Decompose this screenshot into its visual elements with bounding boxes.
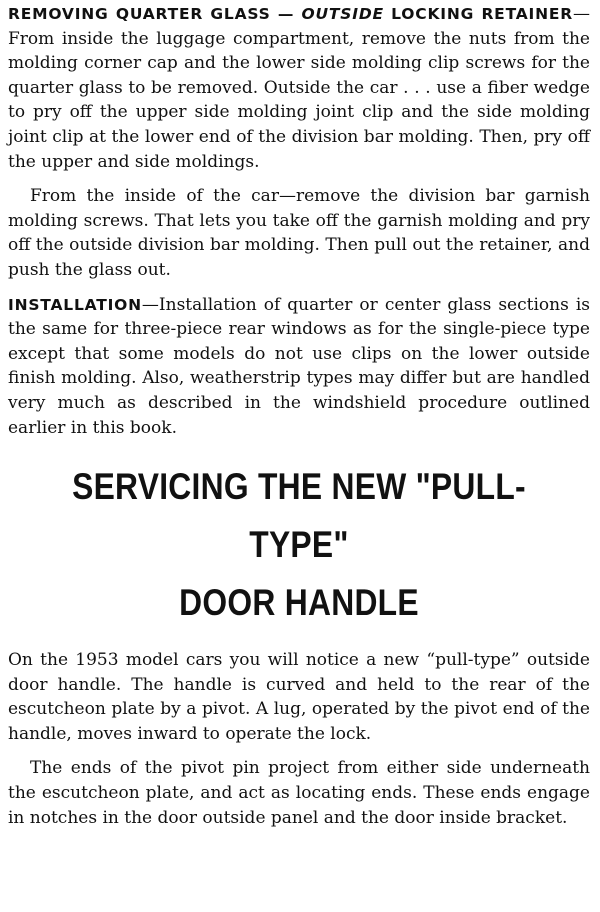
- paragraph-removing-quarter-glass: [8, 2, 590, 174]
- subheading-removing-quarter-glass: REMOVING QUARTER GLASS — OUTSIDE LOCKING RETAINER: [8, 5, 573, 23]
- paragraph-body: —From inside the luggage compartment, remove the nuts from the molding corner cap and the lower side molding clip screws for the quarter glass to be removed. Outside the car . . . use a fiber wedge to pry off the upper side molding joint clip and the side molding joint clip at the lower end of the division bar molding. Then, pry off the upper and side moldings.: [8, 4, 590, 172]
- section-heading: [49, 458, 550, 632]
- heading-line-1: SERVICING THE NEW "PULL-TYPE": [72, 466, 526, 566]
- heading-line-2: DOOR HANDLE: [179, 582, 419, 624]
- paragraph-1953-models: On the 1953 model cars you will notice a new “pull-type” outside door handle. The handle is curved and held to the rear of the escutcheon plate by a pivot. A lug, operated by the pivot end of the handle, moves inward to operate the lock.: [8, 650, 590, 744]
- paragraph-pivot-pin: The ends of the pivot pin project from either side underneath the escutcheon plate, and act as locating ends. These ends engage in notches in the door outside panel and the door inside bracket.: [8, 758, 590, 828]
- subheading-installation: INSTALLATION: [8, 295, 142, 314]
- paragraph-installation: [8, 293, 590, 441]
- paragraph-body: —Installation of quarter or center glass sections is the same for three-piece rear windows as for the single-piece type except that some models do not use clips on the lower outside finish molding. Also, weatherstrip types may differ but are handled very much as described in the windshield procedure outlined earlier in this book.: [8, 294, 590, 438]
- paragraph-inside-car: From the inside of the car—remove the division bar garnish molding screws. That lets you take off the garnish molding and pry off the outside division bar molding. Then pull out the retainer, and push the glass out.: [8, 186, 590, 280]
